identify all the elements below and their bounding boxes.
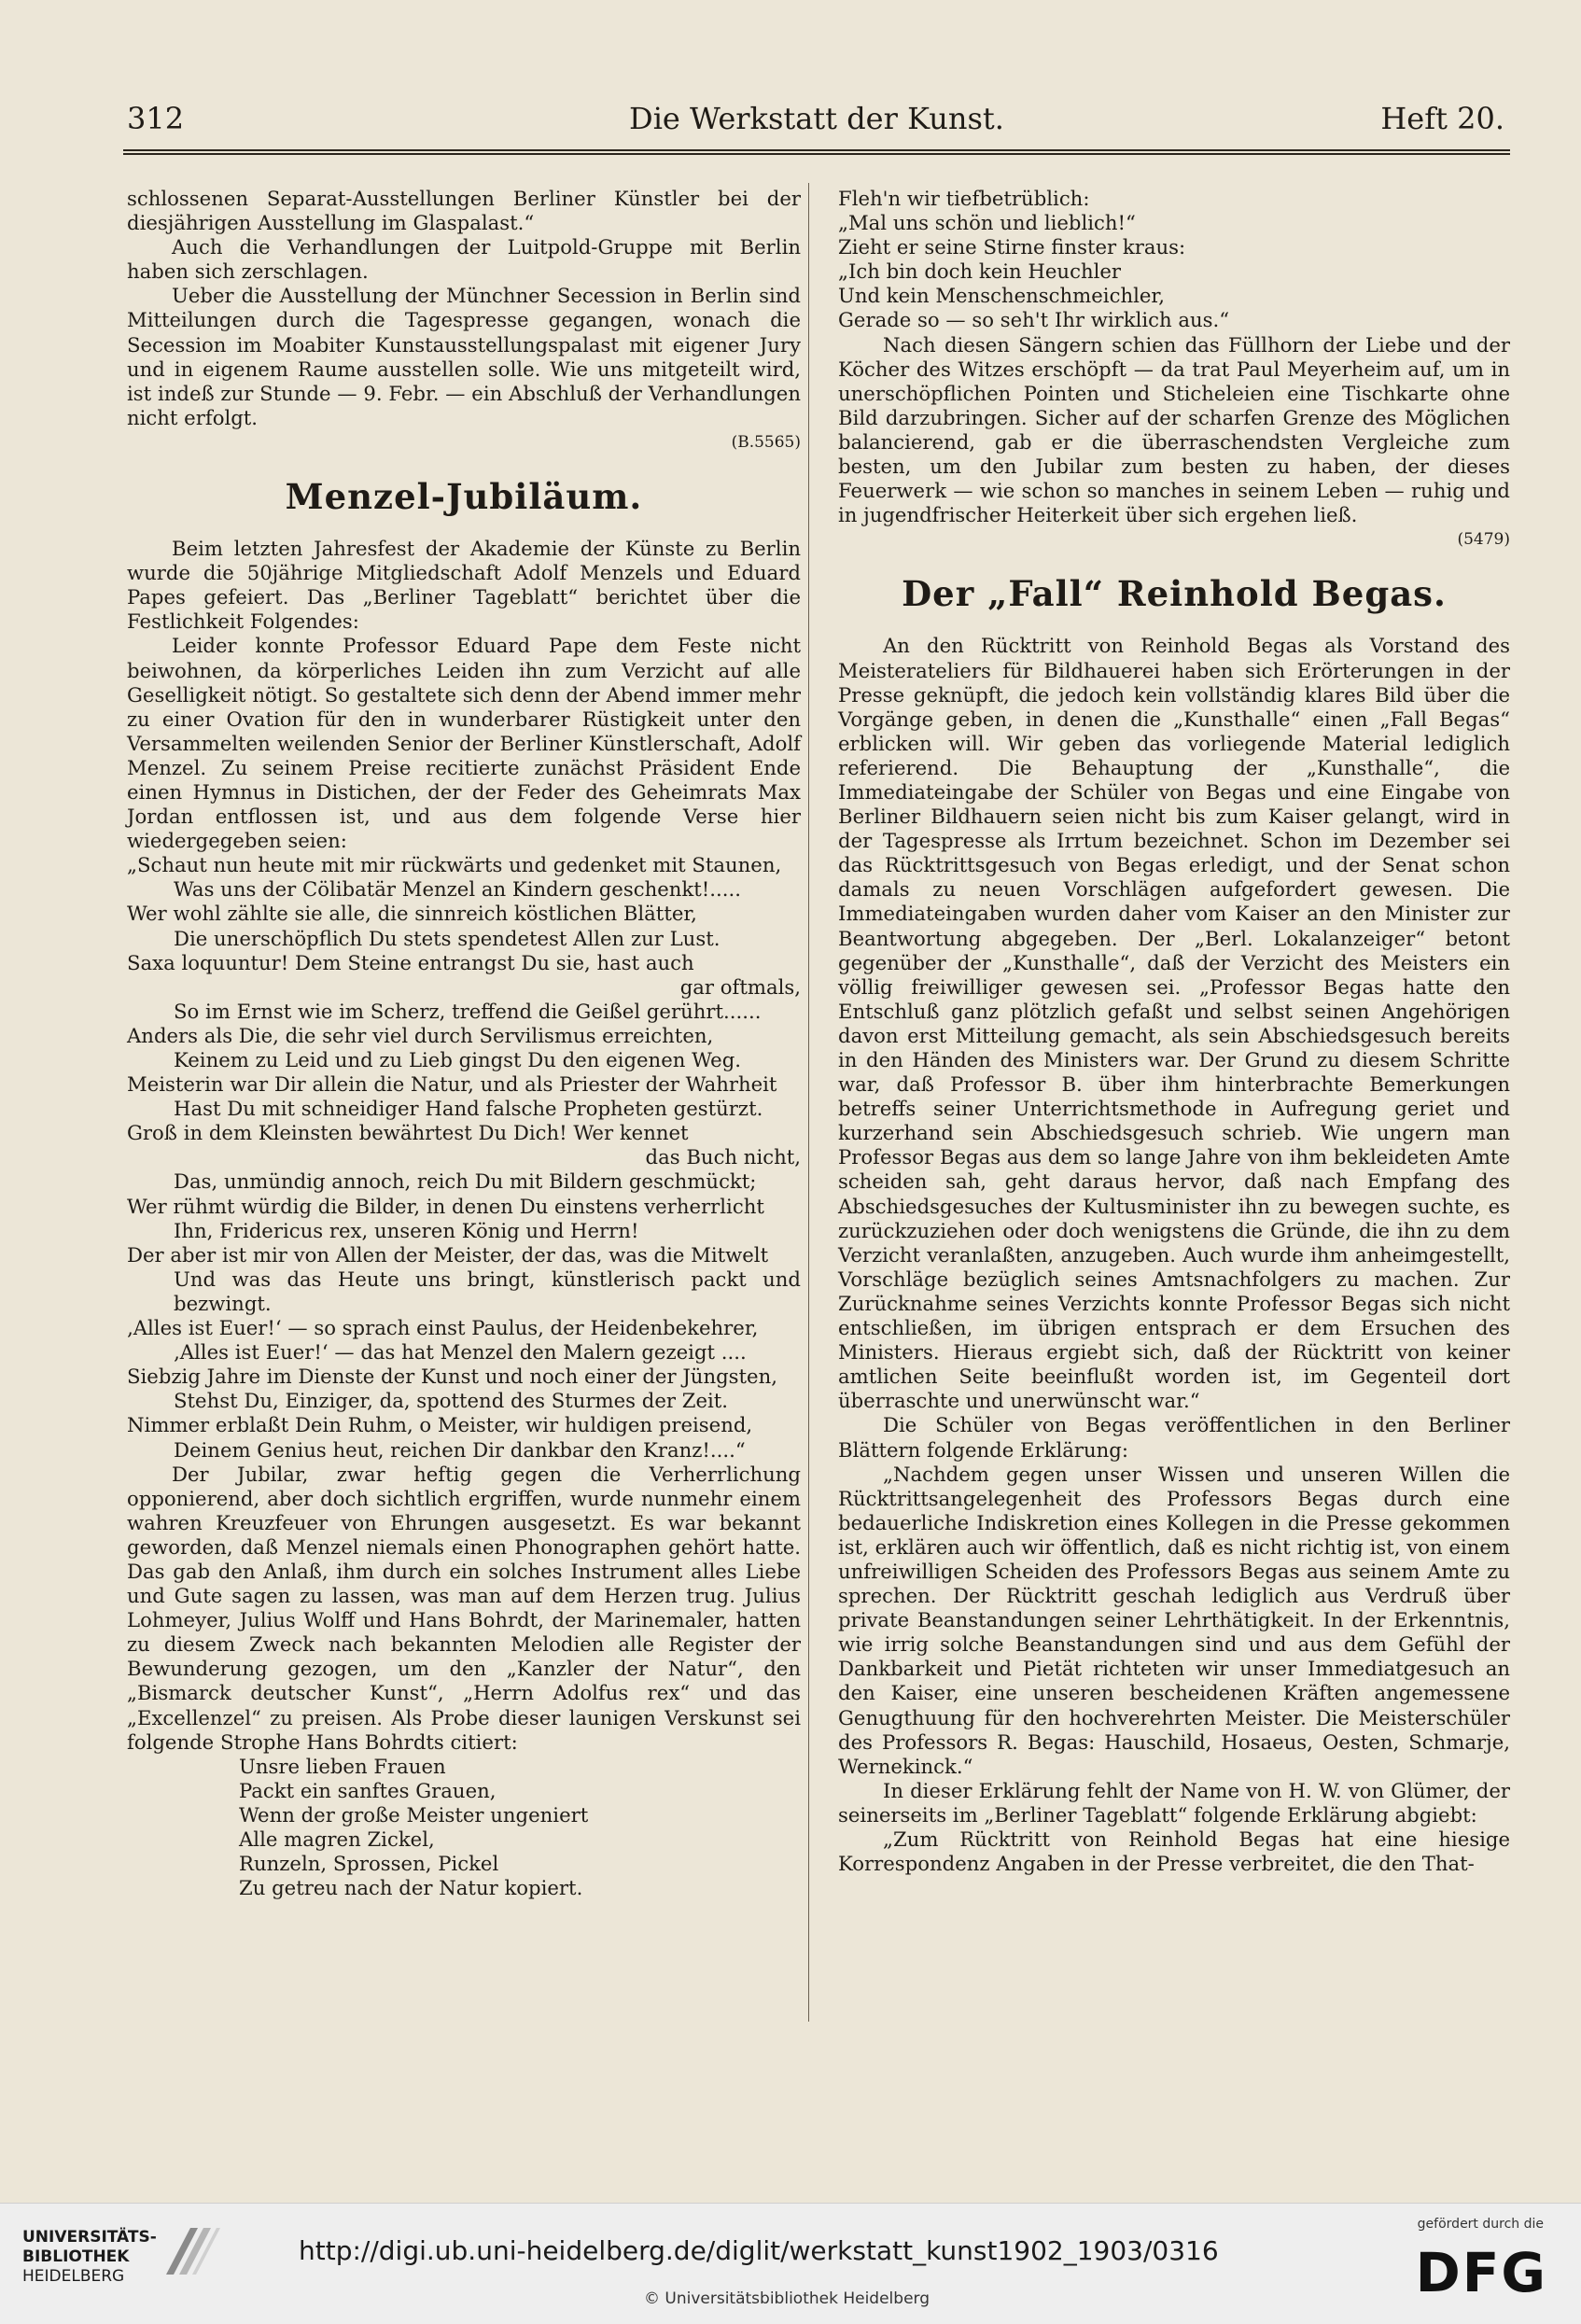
song-stanza — [127, 1755, 801, 1901]
verse-line: Wer wohl zählte sie alle, die sinnreich köstlichen Blätter, — [127, 902, 697, 926]
verse-line: ‚Alles ist Euer!‘ — so sprach einst Paulus, der Heidenbekehrer, — [127, 1316, 759, 1340]
paragraph: An den Rücktritt von Reinhold Begas als Vorstand des Meisterateliers für Bildhauerei haben sich Erörterungen in der Presse geknüpft, die jedoch kein vollständig klares Bild über die Vorgänge geben, in denen die „Kunsthalle“ einen „Fall Begas“ erblicken will. Wir geben das vorliegende Material lediglich referierend. Die Behauptung der „Kunsthalle“, die Immediateingabe der Schüler von Begas und eine Eingabe von Berliner Bildhauern seien nicht bis zum Kaiser gelangt, wird in der Tagespresse als Irrtum bezeichnet. Schon im Dezember sei das Rücktrittsgesuch von Begas erledigt, und der Senat schon damals zu neuen Vorschlägen aufgefordert gewesen. Die Immediateingaben wurden daher vom Kaiser an den Minister zur Beantwortung abgegeben. Der „Berl. Lokalanzeiger“ betont gegenüber der „Kunsthalle“, daß der Verzicht des Meisters ein völlig freiwilliger gewesen sei. „Professor Begas hatte den Entschluß ganz plötzlich gefaßt und selbst seinen Angehörigen davon erst Mitteilung gemacht, als sein Abschiedsgesuch bereits in den Händen des Ministers war. Der Grund zu diesem Schritte war, daß Professor B. über ihm hinterbrachte Bemerkungen betreffs seiner Unterrichtsmethode in Aufregung geriet und kurzerhand sein Abschiedsgesuch schrieb. Wie ungern man Professor Begas aus dem so lange Jahre von ihm bekleideten Amte scheiden sah, geht daraus hervor, daß nach Empfang des Abschiedsgesuches der Kultusminister ihn zu bewegen suchte, es zurückzuziehen oder doch wenigstens die Gründe, die ihn zu dem Verzicht veranlaßten, anzugeben. Auch wurde ihm anheimgestellt, Vorschläge bezüglich seines Amtsnachfolgers zu machen. Zur Zurücknahme seines Verzichts konnte Professor Begas sich nicht entschließen, im übrigen entsprach er dem Ersuchen des Ministers. Hieraus ergiebt sich, daß der Rücktritt von keiner amtlichen Seite beeinflußt worden ist, im Gegenteil dort überraschte und unerwünscht war.“ — [838, 634, 1510, 1413]
verse-line: Saxa loquuntur! Dem Steine entrangst Du sie, hast auch — [127, 950, 694, 974]
verse-line: Deinem Genius heut, reichen Dir dankbar den Kranz!....“ — [174, 1437, 746, 1462]
journal-title: Die Werkstatt der Kunst. — [629, 101, 1004, 136]
paragraph: Auch die Verhandlungen der Luitpold-Gruppe mit Berlin haben sich zerschlagen. — [127, 235, 801, 284]
header-rule-thin — [123, 153, 1510, 155]
verse-line: Stehst Du, Einziger, da, spottend des Sturmes der Zeit. — [174, 1389, 729, 1413]
song-line: Runzeln, Sprossen, Pickel — [239, 1852, 499, 1876]
paragraph — [127, 284, 801, 455]
right-column — [838, 187, 1510, 1876]
verse-line: Groß in dem Kleinsten bewährtest Du Dich! Wer kennet — [127, 1121, 689, 1145]
column-divider — [808, 183, 809, 2022]
verse-line: „Schaut nun heute mit mir rückwärts und gedenket mit Staunen, — [127, 853, 782, 877]
paragraph: Leider konnte Professor Eduard Pape dem Feste nicht beiwohnen, da körperliches Leiden ihn zum Verzicht auf alle Geselligkeit nötigt. So gestaltete sich denn der Abend immer mehr zu einer Ovation für den in wunderbarer Rüstigkeit unter den Versammelten weilenden Senior der Berliner Künstlerschaft, Adolf Menzel. Zu seinem Preise recitierte zunächst Präsident Ende einen Hymnus in Distichen, der der Feder des Geheimrats Max Jordan entflossen ist, und aus dem folgende Verse hier wiedergegeben seien: — [127, 634, 801, 853]
library-name-line: UNIVERSITÄTS- — [22, 2228, 157, 2247]
paragraph: schlossenen Separat-Ausstellungen Berliner Künstler bei der diesjährigen Ausstellung im Glaspalast.“ — [127, 187, 801, 235]
song-line: Zieht er seine Stirne finster kraus: — [838, 235, 1186, 259]
song-line: Unsre lieben Frauen — [239, 1754, 446, 1778]
verse-line: Nimmer erblaßt Dein Ruhm, o Meister, wir huldigen preisend, — [127, 1413, 753, 1437]
verse-line: Siebzig Jahre im Dienste der Kunst und noch einer der Jüngsten, — [127, 1365, 777, 1389]
song-line: Gerade so — so seh't Ihr wirklich aus.“ — [838, 308, 1230, 332]
paragraph: „Nachdem gegen unser Wissen und unseren Willen die Rücktrittsangelegenheit des Professors Begas durch eine bedauerliche Indiskretion eines Kollegen in die Presse gekommen ist, erklären auch wir öffentlich, daß es nicht richtig ist, von einem unfreiwilligen Scheiden des Professors Begas aus seinem Amte zu sprechen. Der Rücktritt geschah lediglich aus Verdruß über private Beanstandungen seiner Lehrthätigkeit. In der Erkenntnis, wie irrig solche Beanstandungen sind und aus dem Gefühl der Dankbarkeit und Pietät richteten wir unser Immediatgesuch an den Kaiser, eine unseren bescheidenen Kräften angemessene Genugthuung für den hochverehrten Meister. Die Meisterschüler des Professors R. Begas: Hauschild, Hosaeus, Oesten, Schmarje, Wernekinck.“ — [838, 1462, 1510, 1778]
library-name-line: BIBLIOTHEK — [22, 2247, 130, 2266]
verse-line: gar oftmals, — [679, 974, 801, 999]
funding-note: gefördert durch die — [1417, 2217, 1544, 2232]
verse-line: Meisterin war Dir allein die Natur, und als Priester der Wahrheit — [127, 1072, 777, 1097]
permalink-url[interactable]: http://digi.ub.uni-heidelberg.de/diglit/werkstatt_kunst1902_1903/0316 — [299, 2235, 1219, 2266]
viewer-footer — [0, 2203, 1581, 2324]
song-line: Packt ein sanftes Grauen, — [239, 1778, 497, 1802]
poem-distichs — [127, 853, 801, 1462]
paragraph: Die Schüler von Begas veröffentlichen in den Berliner Blättern folgende Erklärung: — [838, 1413, 1510, 1462]
verse-line: Der aber ist mir von Allen der Meister, der das, was die Mitwelt — [127, 1242, 769, 1267]
verse-line: Wer rühmt würdig die Bilder, in denen Du einstens verherrlicht — [127, 1194, 764, 1218]
verse-line: Keinem zu Leid und zu Lieb gingst Du den eigenen Weg. — [174, 1048, 742, 1071]
paragraph: Beim letzten Jahresfest der Akademie der Künste zu Berlin wurde die 50jährige Mitgliedschaft Adolf Menzels und Eduard Papes gefeiert. Das „Berliner Tageblatt“ berichtet über die Festlichkeit Folgendes: — [127, 537, 801, 634]
song-line: „Mal uns schön und lieblich!“ — [838, 211, 1136, 235]
reference-note: (5479) — [1457, 530, 1510, 550]
song-line: Alle magren Zickel, — [239, 1827, 435, 1851]
paragraph-text: Ueber die Ausstellung der Münchner Secession in Berlin sind Mitteilungen durch die Tagespresse gegangen, wonach die Secession im Moabiter Kunstausstellungspalast mit eigener Jury und in eigenem Raume ausstellen solle. Wie uns mitgeteilt wird, ist indeß zur Stunde — 9. Febr. — ein Abschluß der Verhandlungen nicht erfolgt. — [127, 284, 801, 429]
dfg-logo: DFG — [1415, 2241, 1547, 2304]
verse-line: Die unerschöpflich Du stets spendetest Allen zur Lust. — [174, 926, 721, 950]
verse-line: ‚Alles ist Euer!‘ — das hat Menzel den Malern gezeigt .... — [174, 1340, 747, 1365]
paragraph — [838, 333, 1510, 553]
issue-number: Heft 20. — [1380, 101, 1504, 136]
verse-line: Was uns der Cölibatär Menzel an Kindern geschenkt!..... — [174, 877, 741, 902]
paragraph: In dieser Erklärung fehlt der Name von H. W. von Glümer, der seinerseits im „Berliner Tageblatt“ folgende Erklärung abgiebt: — [838, 1778, 1510, 1827]
verse-line: Hast Du mit schneidiger Hand falsche Propheten gestürzt. — [174, 1097, 763, 1121]
library-name — [22, 2228, 157, 2287]
page-number: 312 — [127, 101, 185, 136]
verse-line: das Buch nicht, — [645, 1145, 801, 1169]
verse-line: Ihn, Fridericus rex, unseren König und Herrn! — [174, 1218, 639, 1242]
header-rule — [123, 149, 1510, 151]
song-line: Zu getreu nach der Natur kopiert. — [239, 1876, 583, 1900]
copyright-notice: © Universitätsbibliothek Heidelberg — [644, 2289, 930, 2308]
reference-note: (B.5565) — [731, 432, 801, 452]
song-line: Und kein Menschenschmeichler, — [838, 284, 1165, 308]
verse-line: Und was das Heute uns bringt, künstlerisch packt und bezwingt. — [174, 1267, 801, 1315]
paragraph-text: Nach diesen Sängern schien das Füllhorn der Liebe und der Köcher des Witzes erschöpft — da trat Paul Meyerheim auf, um in unerschöpflichen Pointen und Sticheleien eine Tischkarte ohne Bild darzubringen. Sicher auf der scharfen Grenze des Möglichen balancierend, gab er die überraschendsten Vergleiche zum besten, um den Jubilar zum besten zu haben, der dieses Feuerwerk — wie schon so manches in seinem Leben — ruhig und in jugendfrischer Heiterkeit über sich ergehen ließ. — [838, 332, 1510, 527]
page-header — [121, 101, 1512, 149]
left-column — [127, 187, 801, 1900]
song-stanza-continued — [838, 187, 1510, 333]
verse-line: Das, unmündig annoch, reich Du mit Bildern geschmückt; — [174, 1169, 757, 1194]
paragraph: „Zum Rücktritt von Reinhold Begas hat eine hiesige Korrespondenz Angaben in der Presse verbreitet, die den That- — [838, 1827, 1510, 1876]
section-heading-menzel: Menzel-Jubiläum. — [285, 476, 643, 518]
library-name-line: HEIDELBERG — [22, 2267, 125, 2286]
verse-line: So im Ernst wie im Scherz, treffend die Geißel gerührt...... — [174, 999, 762, 1023]
paragraph: Der Jubilar, zwar heftig gegen die Verherrlichung opponierend, aber doch sichtlich ergriffen, wurde nunmehr einem wahren Kreuzfeuer von Ehrungen ausgesetzt. Es war bekannt geworden, daß Menzel niemals einen Phonographen gehört hatte. Das gab den Anlaß, ihm durch ein solches Instrument alles Liebe und Gute sagen zu lassen, was man auf dem Herzen trug. Julius Lohmeyer, Julius Wolff und Hans Bohrdt, der Marinemaler, hatten zu diesem Zweck nach bekannten Melodien alle Register der Bewunderung gezogen, um den „Kanzler der Natur“, den „Bismarck deutscher Kunst“, „Herrn Adolfus rex“ und das „Excellenzel“ zu preisen. Als Probe dieser launigen Verskunst sei folgende Strophe Hans Bohrdts citiert: — [127, 1462, 801, 1754]
section-heading-begas: Der „Fall“ Reinhold Begas. — [902, 573, 1447, 615]
library-logo-icon — [162, 2224, 222, 2278]
song-line: Wenn der große Meister ungeniert — [239, 1802, 589, 1827]
song-line: Fleh'n wir tiefbetrüblich: — [838, 187, 1090, 210]
song-line: „Ich bin doch kein Heuchler — [838, 259, 1122, 284]
verse-line: Anders als Die, die sehr viel durch Servilismus erreichten, — [127, 1023, 714, 1047]
